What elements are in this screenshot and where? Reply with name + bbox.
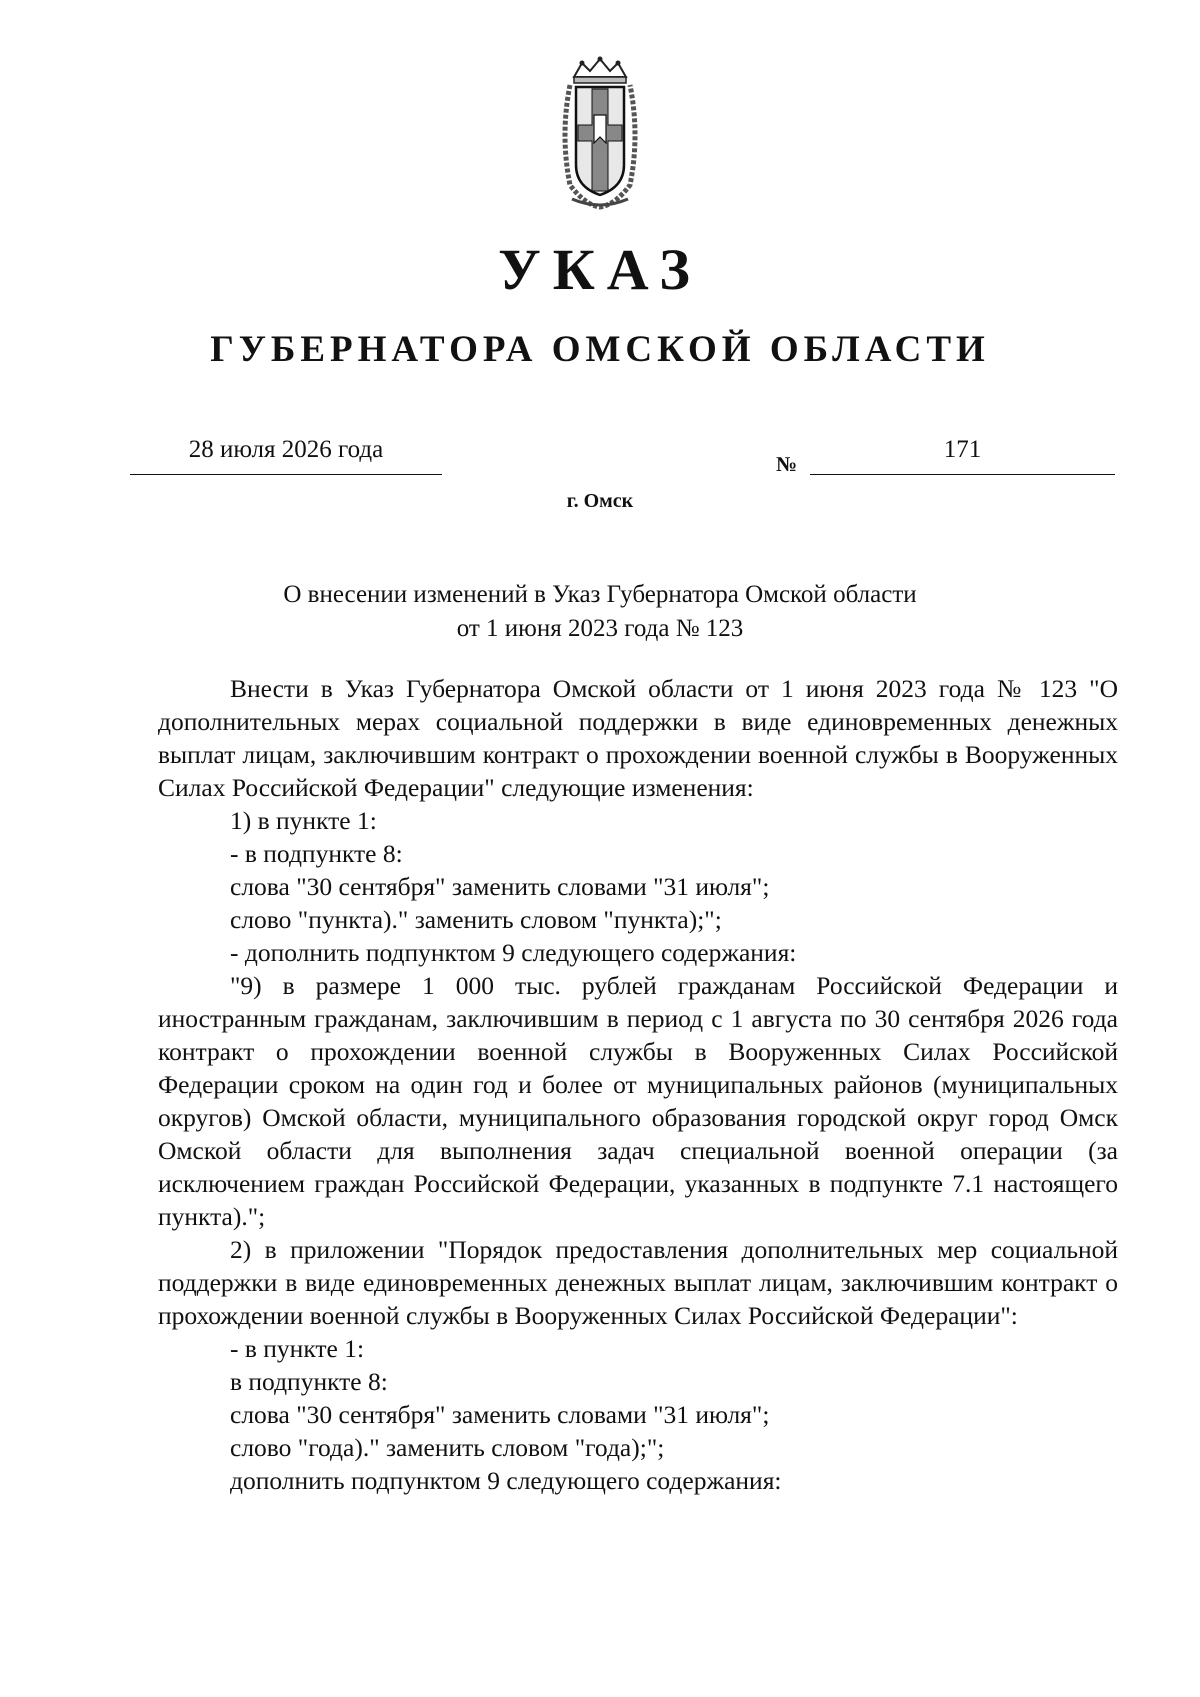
document-issuer: ГУБЕРНАТОРА ОМСКОЙ ОБЛАСТИ [210, 329, 990, 370]
document-number: 171 [943, 436, 982, 463]
subject-line-2: от 1 июня 2023 года № 123 [456, 615, 744, 642]
document-subject [0, 578, 1200, 646]
paragraph-appendix: 2) в приложении "Порядок предоставления дополнительных мер социальной поддержки в виде единовременных денежных выплат лицам, заключившим контракт о прохождении военной службы в Вооруженных Силах Российской Федерации": [158, 1235, 1118, 1330]
list-item: слова "30 сентября" заменить словами "31 июля"; [230, 1400, 770, 1429]
subject-line-1: О внесении изменений в Указ Губернатора Омской области [283, 581, 917, 608]
list-item: слова "30 сентября" заменить словами "31 июля"; [230, 872, 770, 901]
list-item: дополнить подпунктом 9 следующего содержания: [230, 1466, 782, 1495]
paragraph-subitem-9: "9) в размере 1 000 тыс. рублей гражданам Российской Федерации и иностранным гражданам, заключившим в период с 1 августа по 30 сентября 2026 года контракт о прохождении военной службы в Вооруженных Силах Российской Федерации сроком на один год и более от муниципальных районов (муниципальных округов) Омской области, муниципального образования городской округ город Омск Омской области для выполнения задач специальной военной операции (за исключением граждан Российской Федерации, указанных в подпункте 7.1 настоящего пункта)."; [158, 971, 1118, 1231]
number-sign: № [776, 452, 798, 476]
list-item: в подпункте 8: [230, 1367, 388, 1396]
document-body [158, 672, 1118, 1497]
document-city: г. Омск [566, 490, 634, 512]
document-date-field [130, 432, 442, 475]
document-date: 28 июля 2026 года [188, 436, 384, 463]
document-title: УКАЗ [498, 237, 702, 302]
list-item: - в подпункте 8: [230, 839, 403, 868]
document-number-field [810, 432, 1115, 475]
list-item: слово "года)." заменить словом "года);"; [230, 1433, 665, 1462]
list-item: - в пункте 1: [230, 1334, 365, 1363]
list-item: - дополнить подпунктом 9 следующего содержания: [230, 938, 797, 967]
coat-of-arms-emblem [560, 55, 640, 210]
list-item: слово "пункта)." заменить словом "пункта);"; [230, 905, 722, 934]
list-item: 1) в пункте 1: [230, 806, 377, 835]
paragraph-intro: Внести в Указ Губернатора Омской области от 1 июня 2023 года № 123 "О дополнительных мерах социальной поддержки в виде единовременных денежных выплат лицам, заключившим контракт о прохождении военной службы в Вооруженных Силах Российской Федерации" следующие изменения: [158, 674, 1118, 802]
